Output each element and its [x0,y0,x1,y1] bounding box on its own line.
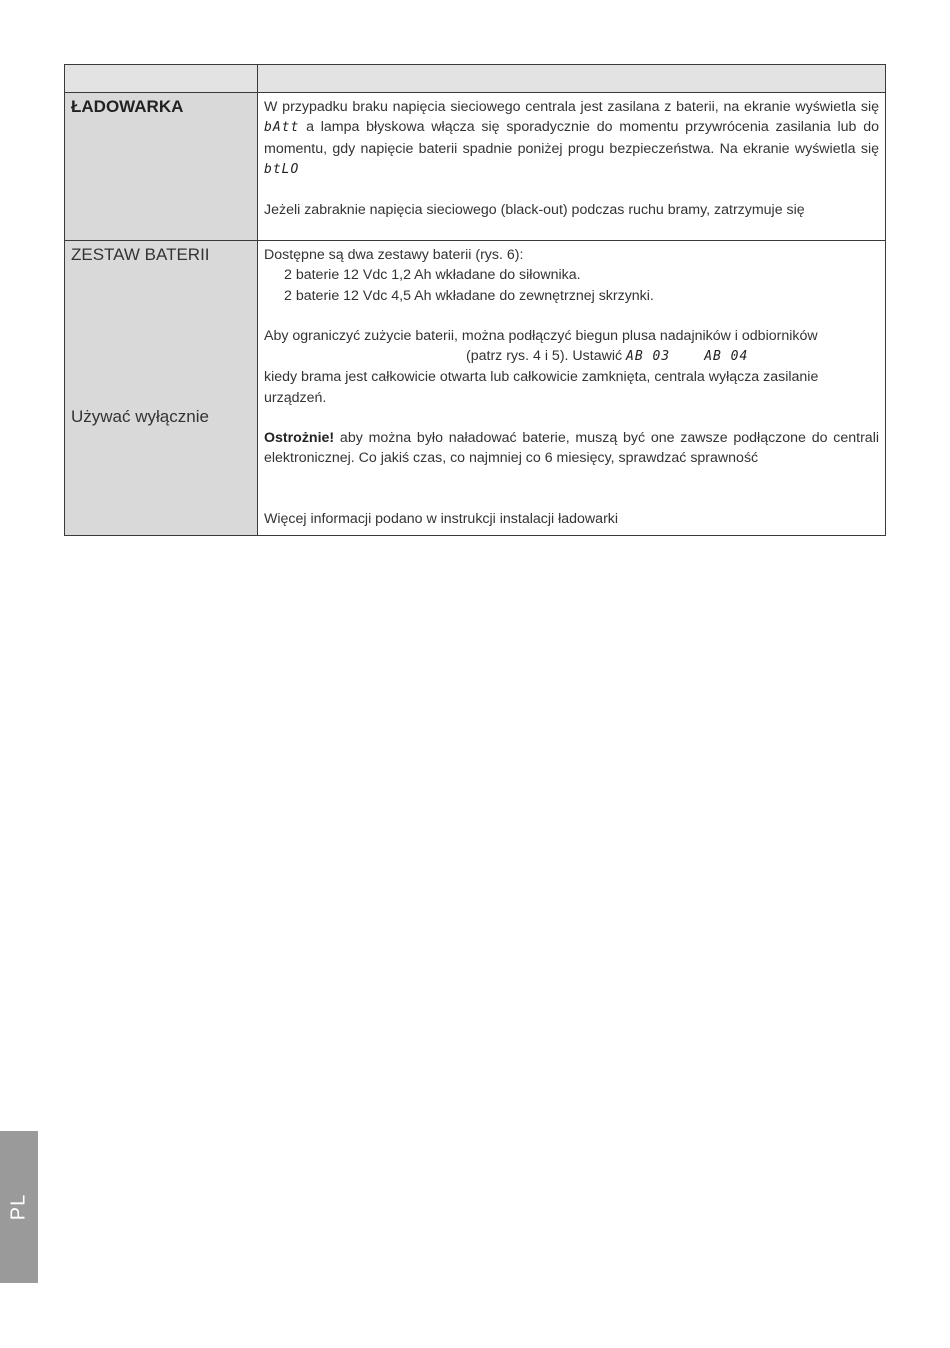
display-code-ab03: AB 03 [626,349,671,365]
battery-label-cell [65,241,258,536]
battery-description-cell [258,241,886,536]
language-tab [0,1131,38,1283]
charger-paragraph-1 [264,97,879,180]
table-row-charger [65,93,886,241]
battery-kit-item-1: 2 baterie 12 Vdc 1,2 Ah wkładane do siłownika. [284,267,581,284]
header-cell-left [65,65,258,93]
charger-label-cell [65,93,258,241]
battery-kit-note: Używać wyłącznie [71,407,209,426]
warning-text: aby można było naładować baterie, muszą być one zawsze podłączone do centrali elektronicznej. Co jakiś czas, co najmniej co 6 miesięcy, sprawdzać sprawność [264,430,879,467]
charger-text-b: a lampa błyskowa włącza się sporadycznie do momentu przywrócenia zasilania lub do momentu, gdy napięcie baterii spadnie poniżej progu bezpieczeństwa. Na ekranie wyświetla się [264,119,879,157]
display-code-batt: bAtt [264,120,300,136]
display-code-btlo: btLO [264,161,300,177]
charger-title: ŁADOWARKA [71,97,184,116]
battery-intro-text: Dostępne są dwa zestawy baterii (rys. 6): [264,247,524,263]
charger-description-cell [258,93,886,241]
consumption-line-3: kiedy brama jest całkowicie otwarta lub całkowicie zamknięta, centrala wyłącza zasilanie urządzeń. [264,369,819,406]
consumption-set-text: (patrz rys. 4 i 5). Ustawić [466,348,627,365]
table-row-battery-kit [65,241,886,536]
table-header-row [65,65,886,93]
battery-consumption-paragraph [264,326,879,408]
battery-warning-paragraph [264,428,879,469]
charger-paragraph-2: Jeżeli zabraknie napięcia sieciowego (black-out) podczas ruchu bramy, zatrzymuje się [264,202,805,219]
battery-footer-note: Więcej informacji podano w instrukcji instalacji ładowarki [264,510,619,527]
display-code-ab04: AB 04 [704,349,749,365]
warning-label: Ostrożnie! [264,430,335,447]
info-table [64,64,886,536]
consumption-line-2 [264,346,879,367]
battery-intro [264,245,879,306]
header-cell-right [258,65,886,93]
battery-kit-title: ZESTAW BATERII [71,245,210,264]
charger-text-a: W przypadku braku napięcia sieciowego centrala jest zasilana z baterii, na ekranie wyświetla się [264,99,879,115]
battery-kit-item-2: 2 baterie 12 Vdc 4,5 Ah wkładane do zewnętrznej skrzynki. [284,287,654,304]
language-tab-label: PL [7,1193,30,1221]
consumption-line-1: Aby ograniczyć zużycie baterii, można podłączyć biegun plusa nadajników i odbiorników [264,327,818,344]
